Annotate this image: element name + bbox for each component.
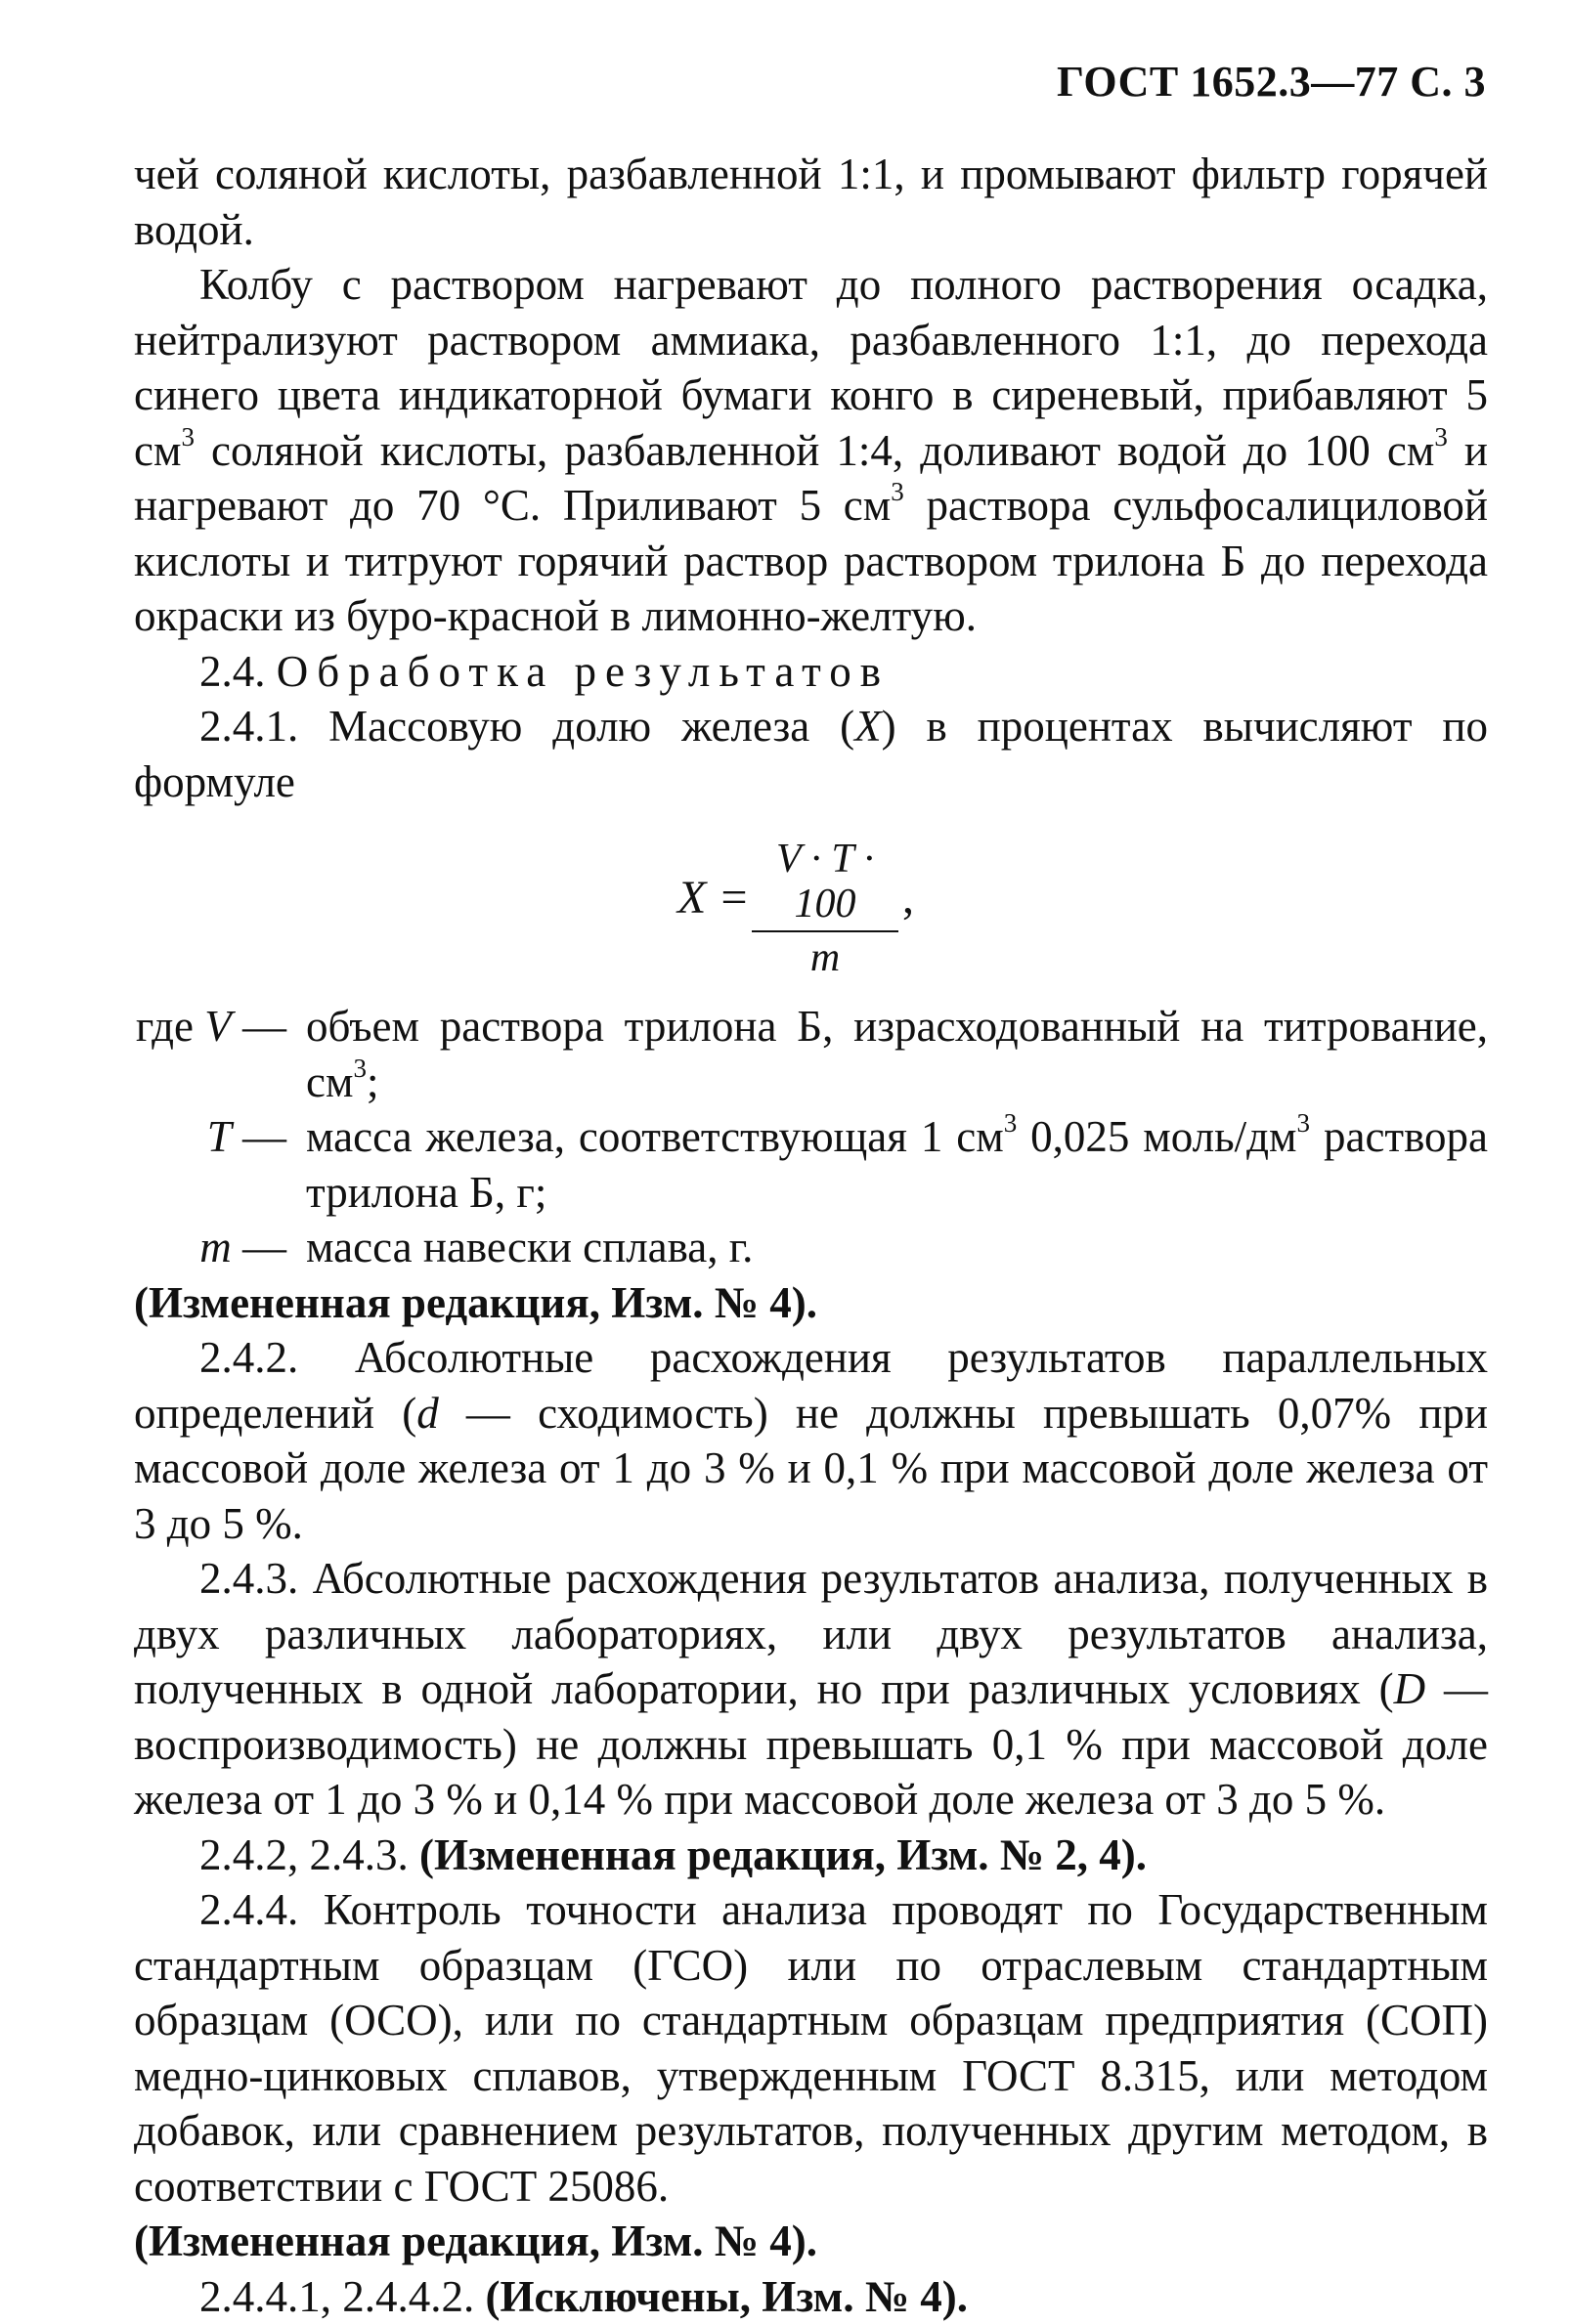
legend-key-v: где V — bbox=[134, 999, 306, 1109]
legend-desc-v: объем раствора трилона Б, израсходованный на титрование, $см^3$; bbox=[306, 999, 1488, 1109]
formula-legend bbox=[134, 999, 1488, 1275]
legend-desc-m: масса навески сплава, г. bbox=[306, 1220, 1488, 1275]
paragraph-2-4-1: 2.4.1. Массовую долю железа (X) в процентах вычисляют по формуле bbox=[134, 699, 1488, 809]
formula-denominator: m bbox=[752, 932, 898, 983]
paragraph-2-4-2: 2.4.2. Абсолютные расхождения результатов параллельных определений (d — сходимость) не должны превышать 0,07% при массовой доле железа от 1 до 3 % и 0,1 % при массовой доле железа от 3 до 5 %. bbox=[134, 1330, 1488, 1551]
paragraph-2-4-3: 2.4.3. Абсолютные расхождения результатов анализа, полученных в двух различных лабораториях, или двух результатов анализа, полученных в одной лаборатории, но при различных условиях (D — воспроизводимость) не должны превышать 0,1 % при массовой доле железа от 1 до 3 % и 0,14 % при массовой доле железа от 3 до 5 %. bbox=[134, 1551, 1488, 1828]
formula-mass-fraction bbox=[134, 809, 1488, 995]
amendment-note-2: 2.4.2, 2.4.3. (Измененная редакция, Изм. № 2, 4). bbox=[134, 1828, 1488, 1883]
legend-key-m: m — bbox=[134, 1220, 306, 1275]
amendment-note-3: (Измененная редакция, Изм. № 4). bbox=[134, 2214, 1488, 2269]
formula-numerator: V · T · 100 bbox=[752, 837, 898, 932]
formula-trail: , bbox=[902, 871, 914, 926]
paragraph-2-4-4: 2.4.4. Контроль точности анализа проводят по Государственным стандартным образцам (ГСО) или по отраслевым стандартным образцам (ОСО), или по стандартным образцам предприятия (СОП) медно-цинковых сплавов, утвержденным ГОСТ 8.315, или методом добавок, или сравнением результатов, полученных другим методом, в соответствии с ГОСТ 25086. bbox=[134, 1882, 1488, 2214]
paragraph-continuation: чей соляной кислоты, разбавленной 1:1, и промывают фильтр горячей водой. bbox=[134, 147, 1488, 257]
formula-fraction bbox=[752, 837, 898, 983]
legend-desc-t: масса железа, соответствующая 1 $см^3$ 0,025 моль/$дм^3$ раствора трилона Б, г; bbox=[306, 1109, 1488, 1220]
amendment-note-1: (Измененная редакция, Изм. № 4). bbox=[134, 1275, 1488, 1331]
section-heading-2-4: 2.4. Обработка результатов bbox=[134, 644, 1488, 700]
paragraph-dissolution: Колбу с раствором нагревают до полного растворения осадка, нейтрализуют раствором аммиака, разбавленного 1:1, до перехода синего цвета индикаторной бумаги конго в сиреневый, прибавляют 5 $см^3$ соляной кислоты, разбавленной 1:4, доливают водой до 100 $см^3$ и нагревают до 70 °С. Приливают 5 $см^3$ раствора сульфосалициловой кислоты и титруют горячий раствор раствором трилона Б до перехода окраски из буро-красной в лимонно-желтую. bbox=[134, 257, 1488, 644]
page-header: ГОСТ 1652.3—77 С. 3 bbox=[1057, 57, 1486, 107]
formula-lhs: X = bbox=[677, 871, 750, 926]
paragraph-2-4-4-1: 2.4.4.1, 2.4.4.2. (Исключены, Изм. № 4). bbox=[134, 2269, 1488, 2324]
document-body bbox=[134, 147, 1488, 2324]
legend-key-t: T — bbox=[134, 1109, 306, 1220]
